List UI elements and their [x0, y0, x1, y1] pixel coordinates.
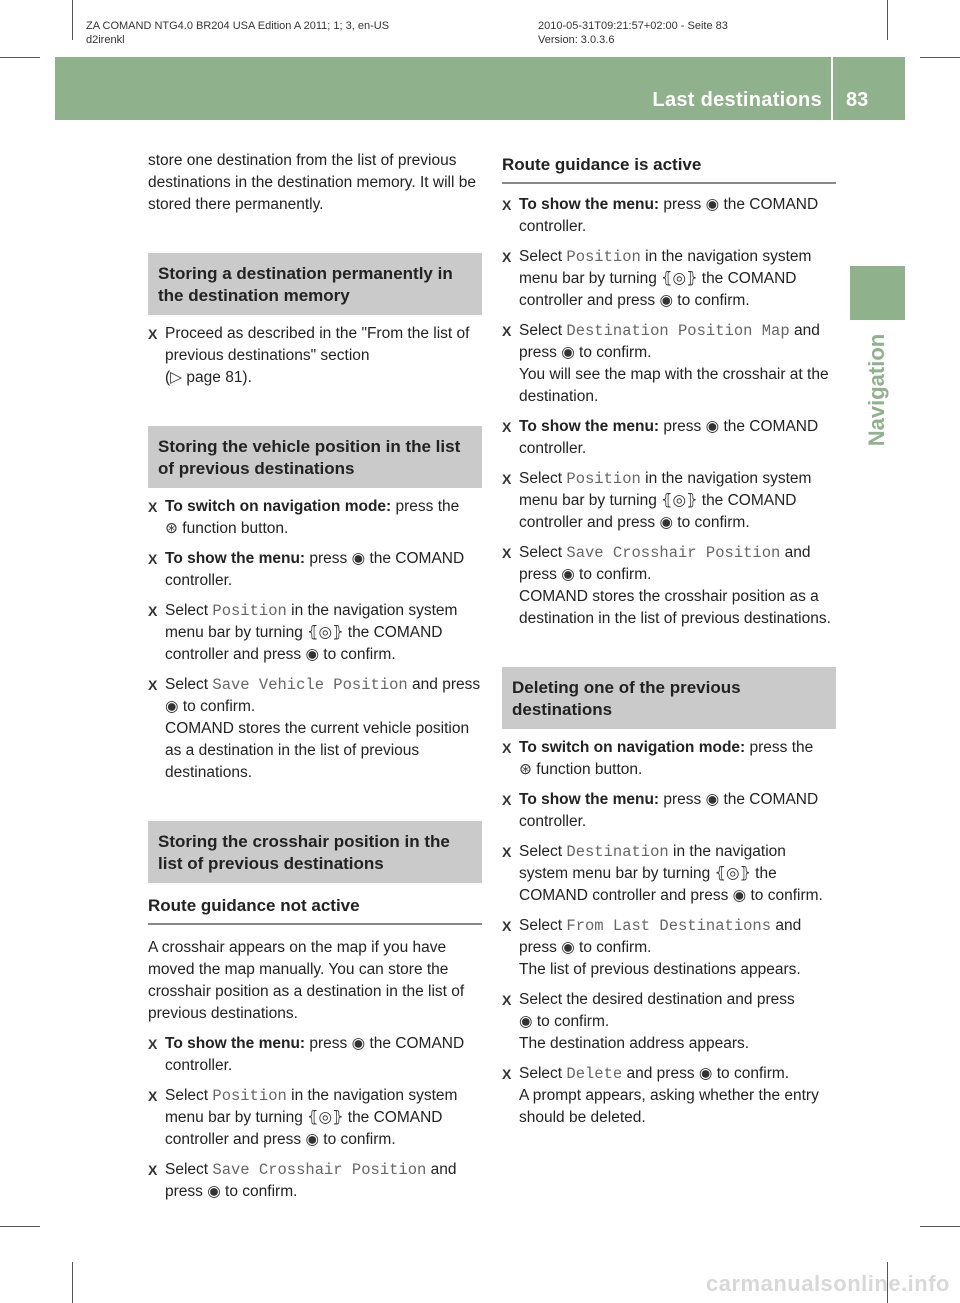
crop-mark [72, 1262, 73, 1303]
right-column [502, 150, 836, 1129]
turn-icon: ⦃◎⦄ [661, 492, 698, 509]
press-icon: ◉ [351, 1035, 366, 1052]
step-text: press the [745, 739, 814, 756]
step-result: The list of previous destinations appears. [519, 961, 801, 978]
step-text: Select [165, 1161, 213, 1178]
instruction-step [502, 416, 836, 460]
step-result: The destination address appears. [519, 1035, 750, 1052]
step-text: the COMAND controller. [165, 1035, 465, 1074]
step-text: in the navigation system menu bar by turning [165, 602, 458, 641]
menu-item-name: Position [566, 470, 641, 488]
step-bullet-icon: X [148, 1036, 158, 1052]
print-meta-line: d2irenkl [86, 34, 125, 46]
press-icon: ◉ [659, 292, 673, 309]
step-text: to confirm. [672, 514, 750, 531]
step-text: Select [519, 248, 567, 265]
crop-mark [72, 0, 73, 40]
instruction-step [502, 737, 836, 781]
print-meta-left [86, 19, 389, 47]
instruction-step [502, 468, 836, 534]
step-label: To show the menu: [519, 791, 660, 808]
instruction-step [502, 320, 836, 408]
subsection-heading: Route guidance not active [148, 895, 482, 925]
section-paragraph: A crosshair appears on the map if you have moved the map manually. You can store the crosshair position as a destination in the list of previous destinations. [148, 939, 465, 1022]
press-icon: ◉ [305, 646, 319, 663]
step-text: to confirm. [574, 344, 652, 361]
press-icon: ◉ [732, 887, 747, 904]
instruction-step [502, 915, 836, 981]
press-icon: ◉ [351, 550, 366, 567]
step-bullet-icon: X [502, 792, 512, 808]
step-text: Select [165, 602, 213, 619]
step-bullet-icon: X [502, 197, 512, 213]
step-text: Select the desired destination and press [519, 991, 795, 1008]
step-text: press the [391, 498, 460, 515]
step-text: press [659, 791, 702, 808]
crop-mark [0, 57, 40, 58]
step-bullet-icon: X [148, 677, 158, 693]
step-text: the COMAND controller and press [165, 624, 443, 663]
page-title: Last destinations [652, 89, 822, 111]
section-heading: Deleting one of the previous destinations [502, 667, 836, 729]
step-text: to confirm. [574, 939, 652, 956]
step-text: the COMAND controller and press [165, 1109, 443, 1148]
step-text: to confirm. [532, 1013, 610, 1030]
step-label: To show the menu: [165, 550, 306, 567]
page-ref-link[interactable]: page 81). [186, 369, 252, 386]
step-text: and press [165, 1161, 457, 1200]
step-bullet-icon: X [148, 1088, 158, 1104]
step-text: to confirm. [746, 887, 823, 904]
section-tab-marker [850, 266, 905, 320]
step-bullet-icon: X [502, 249, 512, 265]
step-text: function button. [532, 761, 643, 778]
step-text: press [659, 196, 702, 213]
turn-icon: ⦃◎⦄ [661, 270, 698, 287]
turn-icon: ⦃◎⦄ [307, 1109, 344, 1126]
step-text: the COMAND controller. [165, 550, 465, 589]
instruction-step: X Proceed as described in the "From the list of previous destinations" section (▷ page 81). [148, 325, 470, 386]
step-text: Select [519, 544, 567, 561]
step-text: Select [165, 676, 213, 693]
press-icon: ◉ [659, 514, 673, 531]
step-text: and press [519, 322, 820, 361]
step-text: in the navigation system menu bar by turning [519, 248, 812, 287]
press-icon: ◉ [561, 939, 575, 956]
step-text: to confirm. [672, 292, 750, 309]
step-bullet-icon: X [148, 499, 158, 515]
crop-mark [920, 1226, 960, 1227]
instruction-step [502, 246, 836, 312]
nav-button-icon: ⊛ [165, 520, 178, 537]
menu-item-name: Save Crosshair Position [566, 544, 781, 562]
menu-item-name: Destination [566, 843, 669, 861]
step-result: COMAND stores the crosshair position as a destination in the list of previous destinations. [519, 588, 831, 627]
intro-paragraph: store one destination from the list of previous destinations in the destination memory. It will be stored there permanently. [148, 152, 476, 213]
step-result: You will see the map with the crosshair at the destination. [519, 366, 829, 405]
step-text: and press [519, 917, 802, 956]
menu-item-name: Position [212, 602, 287, 620]
step-text: the COMAND controller and press [519, 270, 797, 309]
step-result: A prompt appears, asking whether the entry should be deleted. [519, 1087, 819, 1126]
nav-button-icon: ⊛ [519, 761, 532, 778]
watermark: carmanualsonline.info [706, 1271, 950, 1296]
menu-item-name: Position [566, 248, 641, 266]
instruction-step [502, 1063, 836, 1129]
instruction-step [148, 1033, 482, 1077]
press-icon: ◉ [207, 1183, 221, 1200]
step-text: the COMAND controller. [519, 196, 819, 235]
step-text: Proceed as described in the "From the list of previous destinations" section [165, 325, 470, 364]
press-icon: ◉ [705, 791, 720, 808]
header-divider [831, 57, 833, 120]
step-text: to confirm. [178, 698, 256, 715]
press-icon: ◉ [165, 698, 179, 715]
menu-item-name: Save Crosshair Position [212, 1161, 427, 1179]
step-label: To show the menu: [165, 1035, 306, 1052]
step-label: To show the menu: [519, 418, 660, 435]
step-text: Select [519, 917, 567, 934]
menu-item-name: From Last Destinations [566, 917, 772, 935]
step-text: to confirm. [318, 646, 396, 663]
step-text: and press [407, 676, 481, 693]
step-text: in the navigation system menu bar by turning [519, 843, 786, 882]
step-text: to confirm. [574, 566, 652, 583]
step-bullet-icon: X [148, 326, 158, 342]
step-result: COMAND stores the current vehicle position as a destination in the list of previous destinations. [165, 720, 470, 781]
step-text: press [659, 418, 702, 435]
step-text: the COMAND controller. [519, 418, 819, 457]
step-text: the COMAND controller. [519, 791, 819, 830]
menu-item-name: Delete [566, 1065, 623, 1083]
press-icon: ◉ [705, 418, 720, 435]
crop-mark [887, 0, 888, 40]
instruction-step [502, 841, 836, 907]
step-bullet-icon: X [502, 323, 512, 339]
press-icon: ◉ [561, 566, 575, 583]
section-heading: Storing a destination permanently in the destination memory [148, 253, 482, 315]
section-heading: Storing the crosshair position in the list of previous destinations [148, 821, 482, 883]
menu-item-name: Position [212, 1087, 287, 1105]
press-icon: ◉ [561, 344, 575, 361]
print-meta-right [538, 19, 728, 47]
print-meta-line: Version: 3.0.3.6 [538, 34, 615, 46]
step-label: To switch on navigation mode: [519, 739, 746, 756]
instruction-step [148, 1085, 482, 1151]
crop-mark [920, 57, 960, 58]
step-text: in the navigation system menu bar by turning [519, 470, 812, 509]
step-bullet-icon: X [502, 918, 512, 934]
step-bullet-icon: X [148, 551, 158, 567]
step-text: to confirm. [220, 1183, 298, 1200]
step-bullet-icon: X [502, 545, 512, 561]
instruction-step [502, 542, 836, 630]
step-bullet-icon: X [502, 740, 512, 756]
left-column [148, 150, 482, 1203]
step-text: Select [519, 322, 567, 339]
step-text: the COMAND controller and press [519, 865, 777, 904]
step-text: Select [519, 843, 567, 860]
step-text: the COMAND controller and press [519, 492, 797, 531]
step-text: Select [165, 1087, 213, 1104]
step-bullet-icon: X [148, 603, 158, 619]
press-icon: ◉ [705, 196, 720, 213]
step-text: to confirm. [712, 1065, 790, 1082]
instruction-step [502, 989, 836, 1055]
turn-icon: ⦃◎⦄ [307, 624, 344, 641]
page-ref-icon: ▷ [170, 369, 183, 386]
instruction-step [502, 789, 836, 833]
step-bullet-icon: X [148, 1162, 158, 1178]
step-bullet-icon: X [502, 992, 512, 1008]
step-text: function button. [178, 520, 289, 537]
step-text: in the navigation system menu bar by turning [165, 1087, 458, 1126]
step-text: press [305, 1035, 348, 1052]
step-text: press [305, 550, 348, 567]
step-text: and press [519, 544, 811, 583]
step-bullet-icon: X [502, 471, 512, 487]
step-text: and press [622, 1065, 695, 1082]
page-number: 83 [846, 89, 869, 111]
step-bullet-icon: X [502, 844, 512, 860]
crop-mark [0, 1226, 40, 1227]
step-text: to confirm. [318, 1131, 396, 1148]
instruction-step [148, 600, 482, 666]
instruction-step [148, 548, 482, 592]
print-meta-line: 2010-05-31T09:21:57+02:00 - Seite 83 [538, 20, 728, 32]
press-icon: ◉ [305, 1131, 319, 1148]
step-text: Select [519, 470, 567, 487]
step-bullet-icon: X [502, 1066, 512, 1082]
section-label: Navigation [864, 333, 889, 447]
turn-icon: ⦃◎⦄ [714, 865, 751, 882]
menu-item-name: Save Vehicle Position [212, 676, 408, 694]
instruction-step [148, 674, 482, 784]
step-label: To switch on navigation mode: [165, 498, 392, 515]
subsection-heading: Route guidance is active [502, 154, 836, 184]
instruction-step [148, 496, 482, 540]
menu-item-name: Destination Position Map [566, 322, 790, 340]
section-heading: Storing the vehicle position in the list of previous destinations [148, 426, 482, 488]
step-text: Select [519, 1065, 567, 1082]
step-bullet-icon: X [502, 419, 512, 435]
instruction-step [148, 1159, 482, 1203]
instruction-step [502, 194, 836, 238]
press-icon: ◉ [698, 1065, 713, 1082]
print-meta-line: ZA COMAND NTG4.0 BR204 USA Edition A 2011; 1; 3, en-US [86, 20, 390, 32]
press-icon: ◉ [519, 1013, 533, 1030]
step-label: To show the menu: [519, 196, 660, 213]
